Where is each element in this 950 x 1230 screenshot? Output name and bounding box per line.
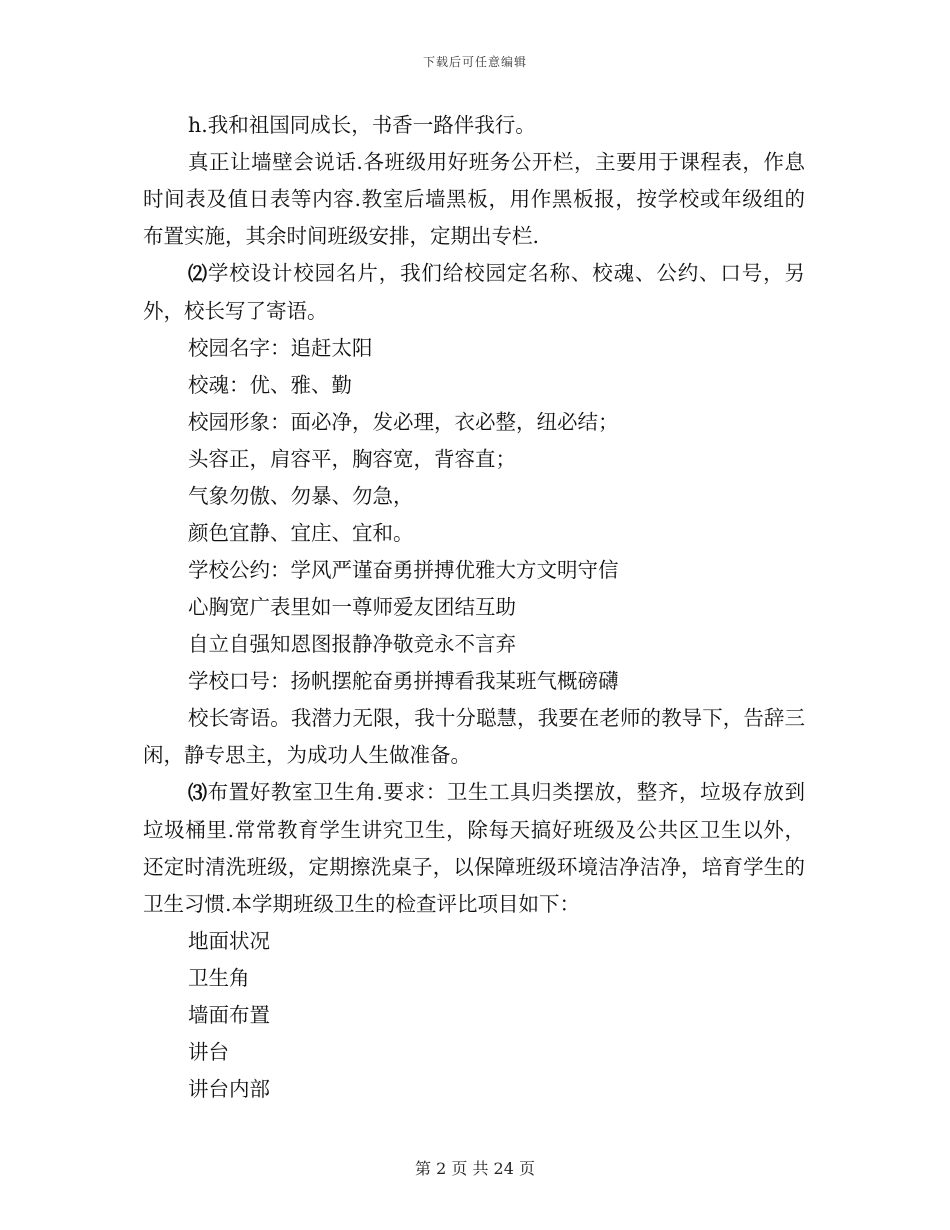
- paragraph: [143, 700, 805, 774]
- paragraph-text: 学校公约：学风严谨奋勇拼搏优雅大方文明守信: [188, 558, 619, 582]
- paragraph: [143, 960, 805, 997]
- document-body: [143, 107, 805, 1108]
- paragraph-text: 地面状况: [188, 929, 270, 953]
- section-number: ⑵: [188, 263, 208, 285]
- paragraph: [143, 515, 805, 552]
- paragraph: [143, 441, 805, 478]
- page-header: 下载后可任意编辑: [422, 55, 527, 69]
- paragraph-text: 气象勿傲、勿暴、勿急，: [188, 484, 414, 508]
- page-footer: 第 2 页 共 24 页: [415, 1159, 535, 1178]
- paragraph: [143, 1071, 805, 1108]
- paragraph-text: 颜色宜静、宜庄、宜和。: [188, 521, 414, 545]
- paragraph-text: 学校口号：扬帆摆舵奋勇拼搏看我某班气概磅礴: [188, 669, 619, 693]
- paragraph: [143, 589, 805, 626]
- paragraph: [143, 626, 805, 663]
- paragraph: [143, 107, 805, 144]
- paragraph-text: 讲台: [188, 1040, 229, 1064]
- paragraph-text: 校园名字：追赶太阳: [188, 336, 373, 360]
- paragraph: [143, 552, 805, 589]
- paragraph: [143, 330, 805, 367]
- paragraph: [143, 774, 805, 923]
- paragraph-text: 墙面布置: [188, 1003, 270, 1027]
- paragraph-text: h.我和祖国同成长，书香一路伴我行。: [188, 113, 536, 137]
- paragraph-text: 布置好教室卫生角.要求：卫生工具归类摆放，整齐，垃圾存放到垃圾桶里.常常教育学生讲究卫生，除每天搞好班级及公共区卫生以外，还定时清洗班级，定期擦洗桌子，以保障班级环境洁净洁净，培育学生的卫生习惯.本学期班级卫生的检查评比项目如下：: [143, 780, 805, 916]
- paragraph: [143, 663, 805, 700]
- paragraph: [143, 1034, 805, 1071]
- paragraph: [143, 144, 805, 255]
- paragraph: [143, 478, 805, 515]
- paragraph: [143, 923, 805, 960]
- paragraph-text: 自立自强知恩图报静净敬竞永不言弃: [188, 632, 516, 656]
- paragraph: [143, 997, 805, 1034]
- paragraph-text: 真正让墙壁会说话.各班级用好班务公开栏，主要用于课程表，作息时间表及值日表等内容.教室后墙黑板，用作黑板报，按学校或年级组的布置实施，其余时间班级安排，定期出专栏.: [143, 150, 805, 248]
- paragraph-text: 校园形象：面必净，发必理，衣必整，纽必结；: [188, 410, 619, 434]
- paragraph-text: 校长寄语。我潜力无限，我十分聪慧，我要在老师的教导下，告辞三闲，静专思主，为成功人生做准备。: [143, 706, 805, 767]
- paragraph: [143, 367, 805, 404]
- paragraph-text: 头容正，肩容平，胸容宽，背容直；: [188, 447, 516, 471]
- paragraph-text: 卫生角: [188, 966, 250, 990]
- paragraph: [143, 404, 805, 441]
- paragraph-text: 校魂：优、雅、勤: [188, 373, 352, 397]
- section-number: ⑶: [188, 782, 208, 804]
- paragraph: [143, 255, 805, 330]
- paragraph-text: 学校设计校园名片，我们给校园定名称、校魂、公约、口号，另外，校长写了寄语。: [143, 261, 805, 323]
- paragraph-text: 讲台内部: [188, 1077, 270, 1101]
- paragraph-text: 心胸宽广表里如一尊师爱友团结互助: [188, 595, 516, 619]
